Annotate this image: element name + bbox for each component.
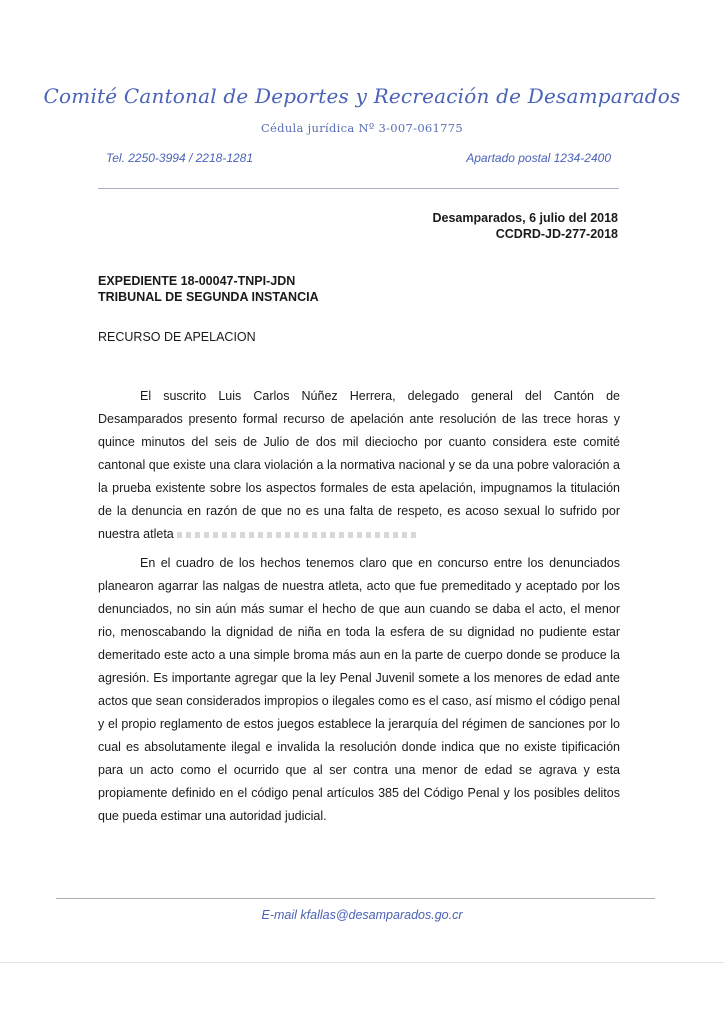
subject-line: RECURSO DE APELACION <box>98 330 256 344</box>
organization-name: Comité Cantonal de Deportes y Recreación de Desamparados <box>43 84 681 108</box>
postal-box: Apartado postal 1234-2400 <box>466 151 611 165</box>
redacted-name <box>177 532 417 538</box>
body-paragraph-2 <box>98 552 620 828</box>
telephone-numbers: Tel. 2250-3994 / 2218-1281 <box>106 151 254 165</box>
paragraph-2-text: En el cuadro de los hechos tenemos claro que en concurso entre los denunciados planearon agarrar las nalgas de nuestra atleta, acto que fue premeditado y aceptado por los denunciados, no sin aún más sumar el hecho de que aun cuando se daba el acto, el menor rio, menoscabando la dignidad de niña en toda la esfera de su dignidad no pudiente estar demeritado este acto a una simple broma más aun en la parte de cuerpo donde se produce la agresión. Es importante agregar que la ley Penal Juvenil somete a los menores de edad ante actos que sean considerados impropios o ilegales como es el caso, así mismo el código penal y el propio reglamento de estos juegos establece la jerarquía del régimen de sanciones por lo cual es absolutamente ilegal e invalida la resolución donde indica que no existe tipificación para un acto como el ocurrido que al ser contra una menor de edad se agrava y esta propiamente definido en el código penal artículos 385 del Código Penal y los posibles delitos que pueda estimar una autoridad judicial. <box>98 556 620 823</box>
header-divider <box>98 188 619 189</box>
paragraph-1-text: El suscrito Luis Carlos Núñez Herrera, delegado general del Cantón de Desamparados presento formal recurso de apelación ante resolución de las trece horas y quince minutos del seis de Julio de dos mil dieciocho por cuanto considera este comité cantonal que existe una clara violación a la normativa nacional y se da una pobre valoración a la prueba existente sobre los aspectos formales de esta apelación, impugnamos la titulación de la denuncia en razón de que no es una falta de respeto, es acoso sexual lo sufrido por nuestra atleta <box>98 389 620 541</box>
body-paragraph-1 <box>98 385 620 546</box>
addressee-block <box>98 273 319 305</box>
cedula-juridica: Cédula jurídica Nº 3-007-061775 <box>260 121 464 135</box>
footer-divider <box>56 898 655 899</box>
dateline <box>433 210 619 242</box>
page-edge <box>0 962 724 963</box>
place-date: Desamparados, 6 julio del 2018 <box>432 211 618 225</box>
tribunal-name: TRIBUNAL DE SEGUNDA INSTANCIA <box>98 290 319 304</box>
footer-email: E-mail kfallas@desamparados.go.cr <box>261 908 463 922</box>
expediente-number: EXPEDIENTE 18-00047-TNPI-JDN <box>98 274 296 288</box>
reference-number: CCDRD-JD-277-2018 <box>495 227 618 241</box>
